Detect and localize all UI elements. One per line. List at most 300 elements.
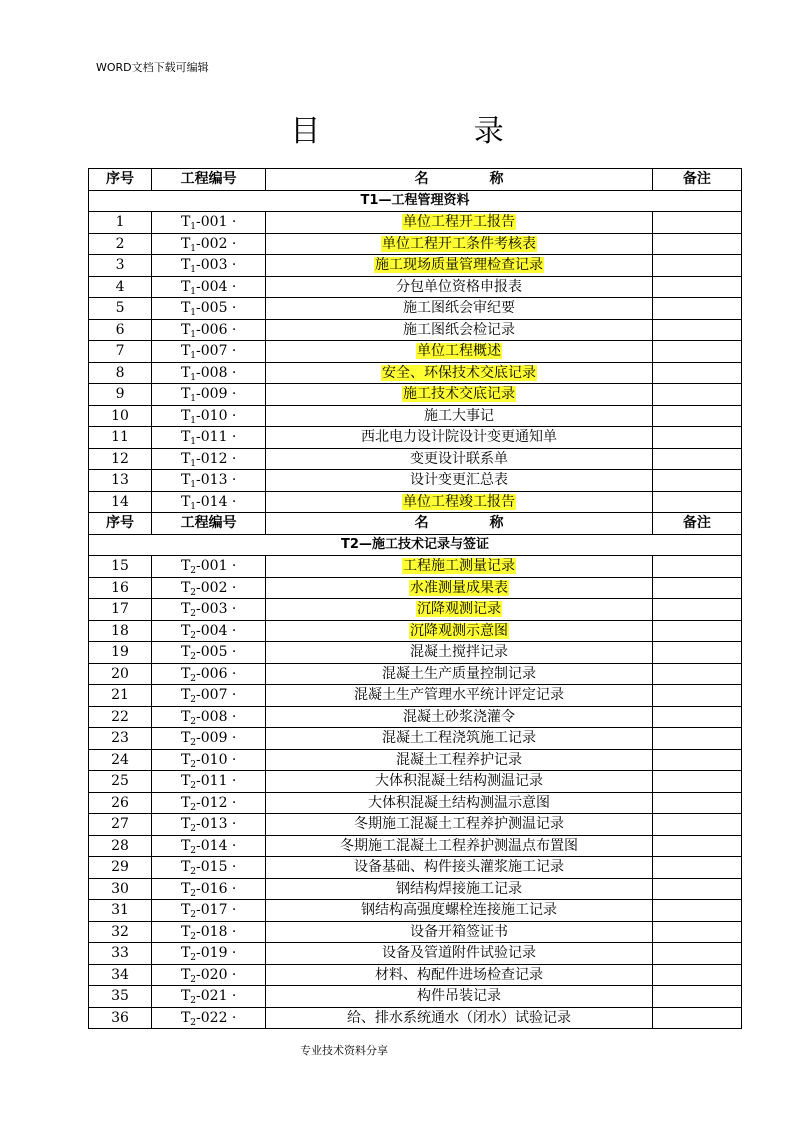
code-subscript: 2 — [190, 587, 197, 598]
table-row — [89, 663, 742, 685]
code-number: -011 · — [196, 429, 237, 446]
code-number: -014 · — [196, 493, 237, 510]
row-code — [152, 556, 266, 578]
row-seq: 21 — [89, 685, 152, 707]
row-seq: 35 — [89, 986, 152, 1008]
code-subscript: 2 — [190, 759, 197, 770]
row-code — [152, 362, 266, 384]
row-note — [652, 556, 741, 578]
row-name: 构件吊装记录 — [417, 988, 502, 1005]
code-number: -011 · — [196, 773, 237, 790]
table-row — [89, 792, 742, 814]
code-prefix: T — [180, 966, 191, 983]
row-code — [152, 427, 266, 449]
row-seq: 19 — [89, 642, 152, 664]
row-code — [152, 943, 266, 965]
row-name: 混凝土砂浆浇灌令 — [403, 708, 516, 725]
row-name-cell — [266, 986, 653, 1008]
row-note — [652, 728, 741, 750]
row-name: 给、排水系统通水（闭水）试验记录 — [347, 1009, 572, 1026]
row-name-cell — [266, 448, 653, 470]
code-prefix: T — [180, 450, 191, 467]
row-name-cell — [266, 814, 653, 836]
row-note — [652, 878, 741, 900]
code-prefix: T — [180, 429, 191, 446]
code-prefix: T — [180, 278, 191, 295]
code-subscript: 2 — [190, 652, 197, 663]
row-code — [152, 792, 266, 814]
col-header-note: 备注 — [652, 513, 741, 535]
row-name: 材料、构配件进场检查记录 — [375, 966, 544, 983]
code-prefix: T — [180, 472, 191, 489]
row-name: 冬期施工混凝土工程养护测温点布置图 — [340, 837, 579, 854]
row-name-cell — [266, 427, 653, 449]
row-name: 施工图纸会审纪要 — [403, 300, 516, 317]
row-name: 设备开箱签证书 — [410, 923, 509, 940]
row-name: 大体积混凝土结构测温示意图 — [368, 794, 551, 811]
row-code — [152, 1007, 266, 1029]
table-row — [89, 577, 742, 599]
row-name-cell — [266, 771, 653, 793]
code-subscript: 2 — [190, 953, 197, 964]
row-seq: 2 — [89, 233, 152, 255]
row-name-cell — [266, 642, 653, 664]
row-name: 单位工程竣工报告 — [403, 493, 516, 510]
row-code — [152, 448, 266, 470]
code-number: -014 · — [196, 837, 237, 854]
row-code — [152, 599, 266, 621]
table-row — [89, 986, 742, 1008]
row-seq: 33 — [89, 943, 152, 965]
row-name: 变更设计联系单 — [410, 450, 509, 467]
code-prefix: T — [180, 751, 191, 768]
toc-table — [88, 168, 742, 1029]
code-prefix: T — [180, 579, 191, 596]
code-subscript: 1 — [190, 286, 197, 297]
code-prefix: T — [180, 493, 191, 510]
code-number: -010 · — [196, 407, 237, 424]
table-row — [89, 835, 742, 857]
row-code — [152, 835, 266, 857]
row-seq: 27 — [89, 814, 152, 836]
row-name: 混凝土生产质量控制记录 — [382, 665, 537, 682]
row-name: 混凝土工程浇筑施工记录 — [382, 730, 537, 747]
table-row — [89, 706, 742, 728]
table-row — [89, 448, 742, 470]
code-number: -009 · — [196, 730, 237, 747]
table-row — [89, 749, 742, 771]
code-number: -006 · — [196, 321, 237, 338]
code-subscript: 2 — [190, 716, 197, 727]
row-note — [652, 706, 741, 728]
table-row — [89, 943, 742, 965]
code-subscript: 1 — [190, 329, 197, 340]
row-name: 沉降观测示意图 — [410, 622, 509, 639]
code-prefix: T — [180, 644, 191, 661]
row-name: 冬期施工混凝土工程养护测温记录 — [354, 816, 565, 833]
row-seq: 15 — [89, 556, 152, 578]
row-name-cell — [266, 728, 653, 750]
row-name: 设计变更汇总表 — [410, 472, 509, 489]
code-subscript: 1 — [190, 222, 197, 233]
row-code — [152, 470, 266, 492]
header-note: WORD文档下载可编辑 — [96, 61, 209, 74]
row-code — [152, 384, 266, 406]
code-subscript: 1 — [190, 351, 197, 362]
row-note — [652, 814, 741, 836]
table-row — [89, 384, 742, 406]
table-row — [89, 771, 742, 793]
row-seq: 8 — [89, 362, 152, 384]
code-prefix: T — [180, 235, 191, 252]
row-seq: 29 — [89, 857, 152, 879]
row-name-cell — [266, 319, 653, 341]
code-prefix: T — [180, 407, 191, 424]
section-heading-row — [89, 534, 742, 556]
table-row — [89, 878, 742, 900]
table-row — [89, 319, 742, 341]
row-code — [152, 642, 266, 664]
row-name: 混凝土工程养护记录 — [396, 751, 523, 768]
row-note — [652, 663, 741, 685]
row-name-cell — [266, 276, 653, 298]
row-name-cell — [266, 663, 653, 685]
row-name: 施工现场质量管理检查记录 — [375, 257, 544, 274]
code-subscript: 2 — [190, 781, 197, 792]
table-row — [89, 212, 742, 234]
row-seq: 4 — [89, 276, 152, 298]
row-note — [652, 341, 741, 363]
row-note — [652, 986, 741, 1008]
table-row — [89, 964, 742, 986]
row-seq: 17 — [89, 599, 152, 621]
code-subscript: 2 — [190, 630, 197, 641]
row-name-cell — [266, 620, 653, 642]
table-row — [89, 233, 742, 255]
code-subscript: 2 — [190, 802, 197, 813]
row-name: 单位工程开工报告 — [403, 214, 516, 231]
code-number: -016 · — [196, 880, 237, 897]
code-number: -012 · — [196, 450, 237, 467]
col-header-note: 备注 — [652, 169, 741, 191]
row-seq: 20 — [89, 663, 152, 685]
row-name: 工程施工测量记录 — [403, 558, 516, 575]
table-row — [89, 921, 742, 943]
table-row — [89, 405, 742, 427]
code-number: -001 · — [196, 558, 237, 575]
row-seq: 12 — [89, 448, 152, 470]
row-code — [152, 685, 266, 707]
table-row — [89, 642, 742, 664]
code-subscript: 1 — [190, 394, 197, 405]
code-subscript: 1 — [190, 308, 197, 319]
row-note — [652, 685, 741, 707]
column-header-row — [89, 513, 742, 535]
row-code — [152, 728, 266, 750]
code-subscript: 2 — [190, 1017, 197, 1028]
row-seq: 6 — [89, 319, 152, 341]
table-row — [89, 556, 742, 578]
code-number: -018 · — [196, 923, 237, 940]
table-row — [89, 276, 742, 298]
code-subscript: 2 — [190, 867, 197, 878]
code-subscript: 2 — [190, 910, 197, 921]
row-note — [652, 427, 741, 449]
row-name: 大体积混凝土结构测温记录 — [375, 773, 544, 790]
row-name-cell — [266, 900, 653, 922]
table-row — [89, 362, 742, 384]
row-name: 西北电力设计院设计变更通知单 — [361, 429, 558, 446]
row-code — [152, 663, 266, 685]
row-note — [652, 943, 741, 965]
code-number: -002 · — [196, 579, 237, 596]
code-number: -015 · — [196, 859, 237, 876]
code-number: -019 · — [196, 945, 237, 962]
table-row — [89, 900, 742, 922]
code-number: -001 · — [196, 214, 237, 231]
code-prefix: T — [180, 923, 191, 940]
row-name-cell — [266, 749, 653, 771]
row-code — [152, 341, 266, 363]
row-name-cell — [266, 384, 653, 406]
code-prefix: T — [180, 859, 191, 876]
col-header-name: 名 称 — [266, 169, 653, 191]
code-prefix: T — [180, 601, 191, 618]
row-seq: 11 — [89, 427, 152, 449]
row-seq: 13 — [89, 470, 152, 492]
code-subscript: 2 — [190, 566, 197, 577]
table-row — [89, 1007, 742, 1029]
code-number: -004 · — [196, 622, 237, 639]
code-prefix: T — [180, 364, 191, 381]
code-number: -008 · — [196, 364, 237, 381]
row-name: 单位工程开工条件考核表 — [382, 235, 537, 252]
row-name-cell — [266, 212, 653, 234]
row-seq: 23 — [89, 728, 152, 750]
row-name-cell — [266, 706, 653, 728]
code-prefix: T — [180, 257, 191, 274]
row-note — [652, 921, 741, 943]
code-subscript: 2 — [190, 695, 197, 706]
row-code — [152, 319, 266, 341]
row-code — [152, 878, 266, 900]
row-name: 沉降观测记录 — [417, 601, 502, 618]
row-name: 单位工程概述 — [417, 343, 502, 360]
row-name: 设备及管道附件试验记录 — [382, 945, 537, 962]
toc-body — [89, 169, 742, 1029]
row-name-cell — [266, 556, 653, 578]
row-seq: 22 — [89, 706, 152, 728]
code-number: -013 · — [196, 816, 237, 833]
footer-note: 专业技术资料分享 — [300, 1044, 388, 1057]
row-seq: 14 — [89, 491, 152, 513]
table-row — [89, 620, 742, 642]
code-number: -017 · — [196, 902, 237, 919]
code-prefix: T — [180, 665, 191, 682]
code-subscript: 1 — [190, 415, 197, 426]
code-prefix: T — [180, 837, 191, 854]
col-header-seq: 序号 — [89, 513, 152, 535]
code-subscript: 2 — [190, 738, 197, 749]
code-prefix: T — [180, 730, 191, 747]
code-number: -002 · — [196, 235, 237, 252]
row-code — [152, 814, 266, 836]
code-prefix: T — [180, 321, 191, 338]
row-seq: 3 — [89, 255, 152, 277]
row-seq: 34 — [89, 964, 152, 986]
row-name-cell — [266, 964, 653, 986]
code-subscript: 1 — [190, 480, 197, 491]
row-seq: 10 — [89, 405, 152, 427]
code-prefix: T — [180, 622, 191, 639]
row-note — [652, 1007, 741, 1029]
row-code — [152, 491, 266, 513]
code-prefix: T — [180, 558, 191, 575]
code-subscript: 1 — [190, 501, 197, 512]
row-note — [652, 470, 741, 492]
code-prefix: T — [180, 708, 191, 725]
row-name-cell — [266, 470, 653, 492]
row-seq: 16 — [89, 577, 152, 599]
row-name-cell — [266, 341, 653, 363]
row-seq: 9 — [89, 384, 152, 406]
row-name: 施工大事记 — [424, 407, 495, 424]
col-header-name: 名 称 — [266, 513, 653, 535]
row-name-cell — [266, 233, 653, 255]
table-row — [89, 685, 742, 707]
row-note — [652, 276, 741, 298]
code-number: -007 · — [196, 343, 237, 360]
code-subscript: 1 — [190, 243, 197, 254]
row-code — [152, 986, 266, 1008]
row-note — [652, 362, 741, 384]
row-code — [152, 298, 266, 320]
table-row — [89, 814, 742, 836]
row-seq: 31 — [89, 900, 152, 922]
row-code — [152, 749, 266, 771]
row-name: 钢结构高强度螺栓连接施工记录 — [361, 902, 558, 919]
code-number: -009 · — [196, 386, 237, 403]
row-name-cell — [266, 362, 653, 384]
table-row — [89, 298, 742, 320]
row-note — [652, 771, 741, 793]
row-note — [652, 233, 741, 255]
row-note — [652, 319, 741, 341]
row-note — [652, 405, 741, 427]
col-header-seq: 序号 — [89, 169, 152, 191]
row-name-cell — [266, 298, 653, 320]
row-code — [152, 771, 266, 793]
code-number: -012 · — [196, 794, 237, 811]
row-name: 混凝土生产管理水平统计评定记录 — [354, 687, 565, 704]
row-name: 施工图纸会检记录 — [403, 321, 516, 338]
row-name-cell — [266, 857, 653, 879]
row-note — [652, 448, 741, 470]
row-seq: 26 — [89, 792, 152, 814]
row-name: 水准测量成果表 — [410, 579, 509, 596]
code-subscript: 1 — [190, 458, 197, 469]
row-seq: 24 — [89, 749, 152, 771]
row-name: 安全、环保技术交底记录 — [382, 364, 537, 381]
code-number: -005 · — [196, 300, 237, 317]
code-prefix: T — [180, 988, 191, 1005]
table-row — [89, 857, 742, 879]
code-prefix: T — [180, 343, 191, 360]
code-subscript: 2 — [190, 845, 197, 856]
row-code — [152, 405, 266, 427]
table-row — [89, 255, 742, 277]
row-note — [652, 642, 741, 664]
row-code — [152, 921, 266, 943]
section-heading-row — [89, 190, 742, 212]
col-header-code: 工程编号 — [152, 169, 266, 191]
code-prefix: T — [180, 794, 191, 811]
row-name-cell — [266, 491, 653, 513]
row-seq: 36 — [89, 1007, 152, 1029]
row-code — [152, 255, 266, 277]
row-name-cell — [266, 685, 653, 707]
table-row — [89, 427, 742, 449]
row-name-cell — [266, 943, 653, 965]
row-name-cell — [266, 599, 653, 621]
code-number: -010 · — [196, 751, 237, 768]
code-number: -003 · — [196, 601, 237, 618]
row-name-cell — [266, 255, 653, 277]
table-row — [89, 341, 742, 363]
row-note — [652, 212, 741, 234]
row-name: 设备基础、构件接头灌浆施工记录 — [354, 859, 565, 876]
row-seq: 7 — [89, 341, 152, 363]
row-code — [152, 233, 266, 255]
row-name-cell — [266, 878, 653, 900]
code-prefix: T — [180, 214, 191, 231]
row-code — [152, 706, 266, 728]
code-number: -007 · — [196, 687, 237, 704]
row-name-cell — [266, 1007, 653, 1029]
row-seq: 32 — [89, 921, 152, 943]
table-row — [89, 728, 742, 750]
code-subscript: 2 — [190, 974, 197, 985]
row-note — [652, 900, 741, 922]
code-number: -003 · — [196, 257, 237, 274]
code-subscript: 1 — [190, 437, 197, 448]
row-name-cell — [266, 405, 653, 427]
code-subscript: 2 — [190, 931, 197, 942]
row-code — [152, 857, 266, 879]
code-subscript: 1 — [190, 265, 197, 276]
table-row — [89, 599, 742, 621]
row-note — [652, 792, 741, 814]
code-number: -022 · — [196, 1009, 237, 1026]
row-code — [152, 620, 266, 642]
row-code — [152, 577, 266, 599]
row-seq: 18 — [89, 620, 152, 642]
code-number: -006 · — [196, 665, 237, 682]
code-prefix: T — [180, 773, 191, 790]
code-number: -004 · — [196, 278, 237, 295]
row-name: 施工技术交底记录 — [403, 386, 516, 403]
code-prefix: T — [180, 687, 191, 704]
code-prefix: T — [180, 880, 191, 897]
code-number: -013 · — [196, 472, 237, 489]
row-note — [652, 857, 741, 879]
row-note — [652, 384, 741, 406]
row-code — [152, 964, 266, 986]
code-subscript: 2 — [190, 673, 197, 684]
code-subscript: 2 — [190, 824, 197, 835]
table-row — [89, 491, 742, 513]
code-subscript: 2 — [190, 996, 197, 1007]
